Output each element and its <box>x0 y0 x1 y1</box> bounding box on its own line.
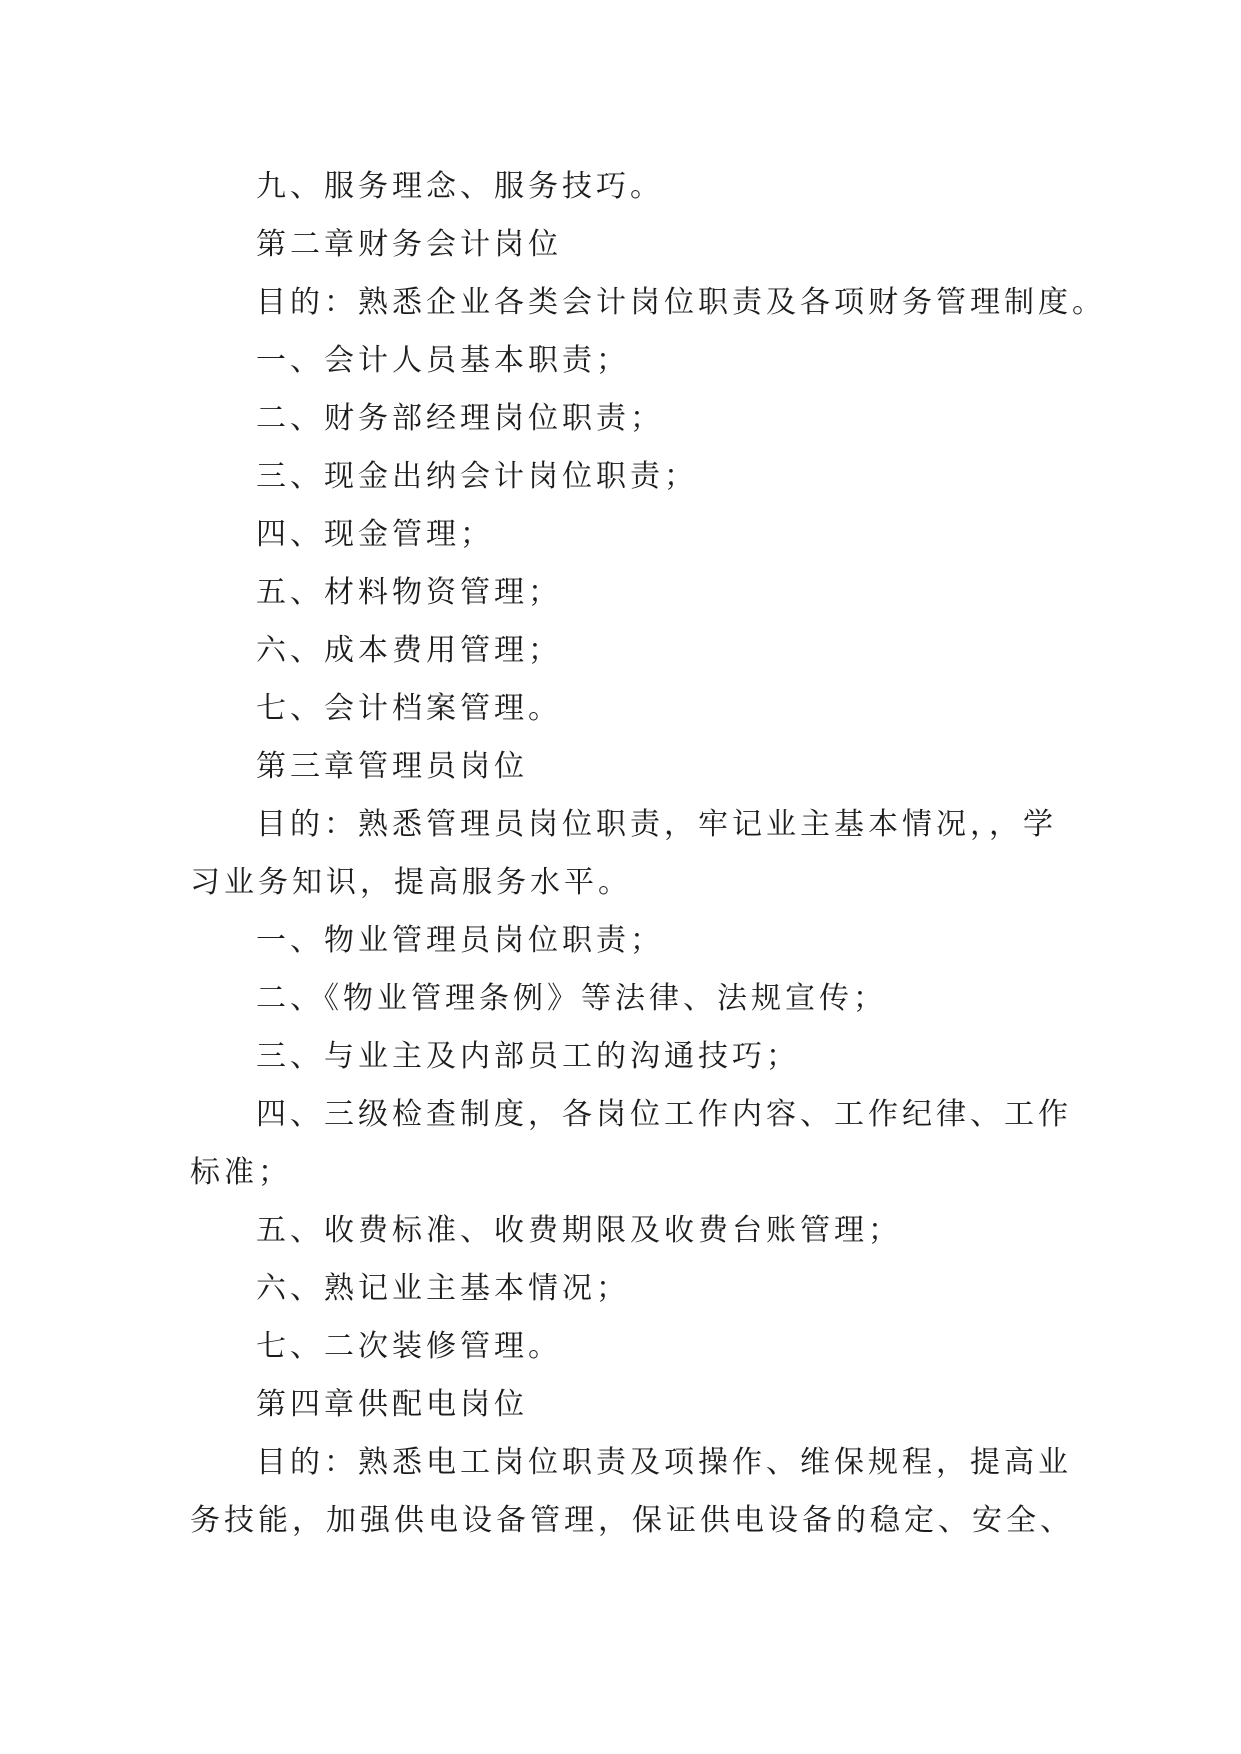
list-item: 二、财务部经理岗位职责； <box>256 401 664 436</box>
list-item: 三、现金出纳会计岗位职责； <box>256 459 698 494</box>
list-item-line-2: 标准； <box>190 1155 292 1190</box>
list-item: 七、会计档案管理。 <box>256 691 562 726</box>
list-item: 五、材料物资管理； <box>256 575 562 610</box>
purpose-paragraph-administrator-line-1: 目的：熟悉管理员岗位职责，牢记业主基本情况，，学 <box>256 807 1057 842</box>
purpose-paragraph-administrator-line-2: 习业务知识，提高服务水平。 <box>190 865 632 900</box>
list-item: 二、《物业管理条例》等法律、法规宣传； <box>256 981 887 1016</box>
document-body <box>190 158 1106 1550</box>
list-item: 五、收费标准、收费期限及收费台账管理； <box>256 1213 902 1248</box>
list-item: 三、与业主及内部员工的沟通技巧； <box>256 1039 800 1074</box>
purpose-paragraph-finance: 目的：熟悉企业各类会计岗位职责及各项财务管理制度。 <box>256 285 1106 320</box>
list-item: 一、会计人员基本职责； <box>256 343 630 378</box>
purpose-paragraph-power-supply-line-2: 务技能，加强供电设备管理，保证供电设备的稳定、安全、 <box>190 1503 1074 1538</box>
list-item: 四、现金管理； <box>256 517 494 552</box>
purpose-paragraph-power-supply-line-1: 目的：熟悉电工岗位职责及项操作、维保规程，提高业 <box>256 1445 1072 1480</box>
list-item: 六、熟记业主基本情况； <box>256 1271 630 1306</box>
list-item: 六、成本费用管理； <box>256 633 562 668</box>
list-item: 七、二次装修管理。 <box>256 1329 562 1364</box>
chapter-heading-administrator: 第三章管理员岗位 <box>256 749 528 784</box>
list-item-line-1: 四、三级检查制度，各岗位工作内容、工作纪律、工作 <box>256 1097 1072 1132</box>
list-item: 一、物业管理员岗位职责； <box>256 923 664 958</box>
chapter-heading-power-supply: 第四章供配电岗位 <box>256 1387 528 1422</box>
list-item-service-concept: 九、服务理念、服务技巧。 <box>256 169 664 204</box>
chapter-heading-finance: 第二章财务会计岗位 <box>256 227 562 262</box>
